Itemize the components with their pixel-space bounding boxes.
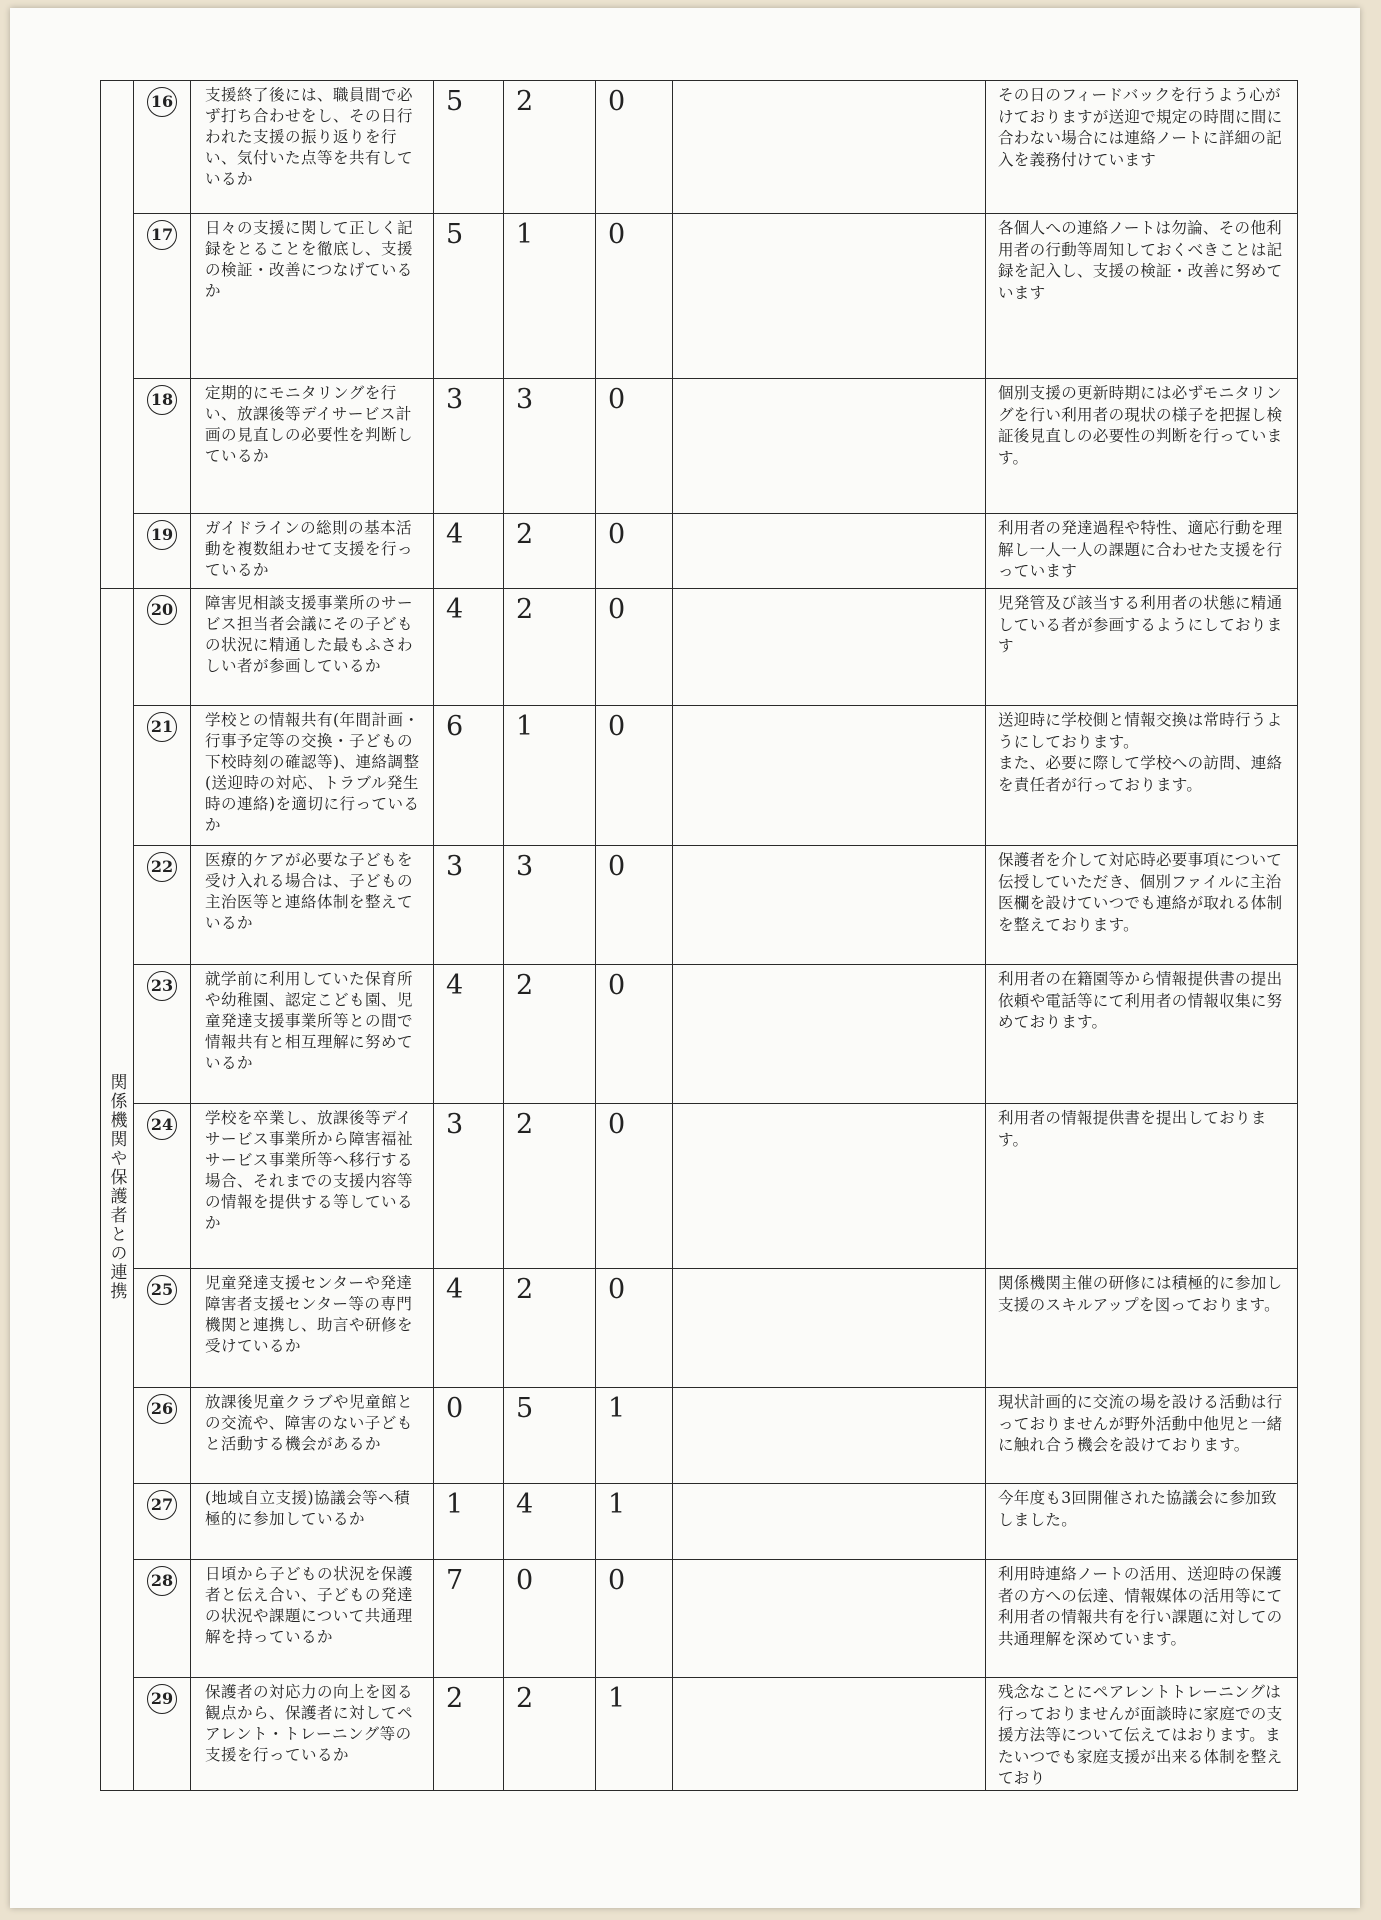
count-neither: 2 — [504, 965, 596, 1104]
table-row — [101, 1560, 1298, 1678]
count-yes: 1 — [434, 1484, 504, 1560]
count-neither: 2 — [504, 81, 596, 214]
count-yes: 5 — [434, 81, 504, 214]
count-no: 0 — [596, 1560, 673, 1678]
document-sheet — [10, 8, 1360, 1908]
count-yes: 4 — [434, 589, 504, 706]
item-number: 16 — [147, 87, 177, 117]
count-no: 0 — [596, 379, 673, 514]
count-no: 0 — [596, 846, 673, 965]
count-neither: 2 — [504, 1269, 596, 1388]
item-number-cell — [134, 1104, 191, 1269]
improvement-cell — [673, 514, 986, 589]
table-row — [101, 1484, 1298, 1560]
item-number-cell — [134, 214, 191, 379]
question-text: 支援終了後には、職員間で必ず打ち合わせをし、その日行われた支援の振り返りを行い、気付いた点等を共有しているか — [191, 81, 434, 214]
count-yes: 4 — [434, 514, 504, 589]
count-no: 0 — [596, 514, 673, 589]
table-row — [101, 81, 1298, 214]
question-text: 学校を卒業し、放課後等デイサービス事業所から障害福祉サービス事業所等へ移行する場合、それまでの支援内容等の情報を提供する等しているか — [191, 1104, 434, 1269]
count-no: 0 — [596, 589, 673, 706]
count-no: 0 — [596, 81, 673, 214]
action-note: 保護者を介して対応時必要事項について伝授していただき、個別ファイルに主治医欄を設けていつでも連絡が取れる体制を整えております。 — [986, 846, 1298, 965]
item-number-cell — [134, 965, 191, 1104]
category-label: 関係機関や保護者との連携 — [106, 1073, 127, 1302]
item-number: 24 — [147, 1110, 177, 1140]
count-no: 0 — [596, 214, 673, 379]
item-number: 18 — [147, 385, 177, 415]
item-number: 17 — [147, 220, 177, 250]
action-note: 利用者の発達過程や特性、適応行動を理解し一人一人の課題に合わせた支援を行っています — [986, 514, 1298, 589]
self-evaluation-table — [100, 80, 1298, 1791]
count-no: 0 — [596, 706, 673, 846]
item-number: 27 — [147, 1490, 177, 1520]
table-row — [101, 706, 1298, 846]
item-number-cell — [134, 589, 191, 706]
count-no: 0 — [596, 965, 673, 1104]
improvement-cell — [673, 1484, 986, 1560]
count-neither: 3 — [504, 379, 596, 514]
action-note: 児発管及び該当する利用者の状態に精通している者が参画するようにしております — [986, 589, 1298, 706]
item-number-cell — [134, 1269, 191, 1388]
item-number: 19 — [147, 520, 177, 550]
table-row — [101, 1678, 1298, 1791]
table-row — [101, 1104, 1298, 1269]
count-neither: 5 — [504, 1388, 596, 1484]
count-yes: 0 — [434, 1388, 504, 1484]
action-note: 残念なことにペアレントトレーニングは行っておりませんが面談時に家庭での支援方法等について伝えてはおります。またいつでも家庭支援が出来る体制を整えており — [986, 1678, 1298, 1791]
item-number-cell — [134, 379, 191, 514]
improvement-cell — [673, 1269, 986, 1388]
action-note: 今年度も3回開催された協議会に参加致しました。 — [986, 1484, 1298, 1560]
count-yes: 2 — [434, 1678, 504, 1791]
category-cell-previous — [101, 81, 134, 589]
item-number-cell — [134, 81, 191, 214]
count-no: 0 — [596, 1104, 673, 1269]
question-text: (地域自立支援)協議会等へ積極的に参加しているか — [191, 1484, 434, 1560]
table-body — [101, 81, 1298, 1791]
item-number: 29 — [147, 1684, 177, 1714]
item-number-cell — [134, 1388, 191, 1484]
item-number: 23 — [147, 971, 177, 1001]
question-text: 放課後児童クラブや児童館との交流や、障害のない子どもと活動する機会があるか — [191, 1388, 434, 1484]
item-number-cell — [134, 514, 191, 589]
item-number: 26 — [147, 1394, 177, 1424]
action-note: 各個人への連絡ノートは勿論、その他利用者の行動等周知しておくべきことは記録を記入し、支援の検証・改善に努めています — [986, 214, 1298, 379]
improvement-cell — [673, 1678, 986, 1791]
count-neither: 1 — [504, 706, 596, 846]
item-number-cell — [134, 846, 191, 965]
improvement-cell — [673, 1388, 986, 1484]
count-yes: 4 — [434, 1269, 504, 1388]
question-text: 日頃から子どもの状況を保護者と伝え合い、子どもの発達の状況や課題について共通理解を持っているか — [191, 1560, 434, 1678]
improvement-cell — [673, 589, 986, 706]
action-note: 関係機関主催の研修には積極的に参加し支援のスキルアップを図っております。 — [986, 1269, 1298, 1388]
count-neither: 2 — [504, 514, 596, 589]
improvement-cell — [673, 965, 986, 1104]
count-neither: 4 — [504, 1484, 596, 1560]
table-row — [101, 965, 1298, 1104]
item-number-cell — [134, 706, 191, 846]
count-no: 1 — [596, 1678, 673, 1791]
count-neither: 2 — [504, 589, 596, 706]
count-neither: 2 — [504, 1678, 596, 1791]
count-no: 1 — [596, 1484, 673, 1560]
item-number-cell — [134, 1678, 191, 1791]
item-number: 25 — [147, 1275, 177, 1305]
count-yes: 3 — [434, 1104, 504, 1269]
item-number: 22 — [147, 852, 177, 882]
category-cell — [101, 589, 134, 1791]
question-text: 学校との情報共有(年間計画・行事予定等の交換・子どもの下校時刻の確認等)、連絡調整(送迎時の対応、トラブル発生時の連絡)を適切に行っているか — [191, 706, 434, 846]
question-text: 日々の支援に関して正しく記録をとることを徹底し、支援の検証・改善につなげているか — [191, 214, 434, 379]
table-row — [101, 379, 1298, 514]
improvement-cell — [673, 846, 986, 965]
question-text: 定期的にモニタリングを行い、放課後等デイサービス計画の見直しの必要性を判断しているか — [191, 379, 434, 514]
item-number: 21 — [147, 712, 177, 742]
question-text: 医療的ケアが必要な子どもを受け入れる場合は、子どもの主治医等と連絡体制を整えているか — [191, 846, 434, 965]
count-yes: 4 — [434, 965, 504, 1104]
count-yes: 3 — [434, 846, 504, 965]
count-no: 1 — [596, 1388, 673, 1484]
count-yes: 7 — [434, 1560, 504, 1678]
table-row — [101, 1388, 1298, 1484]
table-row — [101, 589, 1298, 706]
action-note: 個別支援の更新時期には必ずモニタリングを行い利用者の現状の様子を把握し検証後見直しの必要性の判断を行っています。 — [986, 379, 1298, 514]
improvement-cell — [673, 1560, 986, 1678]
item-number: 28 — [147, 1566, 177, 1596]
table-row — [101, 514, 1298, 589]
improvement-cell — [673, 214, 986, 379]
question-text: 児童発達支援センターや発達障害者支援センター等の専門機関と連携し、助言や研修を受けているか — [191, 1269, 434, 1388]
action-note: 送迎時に学校側と情報交換は常時行うようにしております。 また、必要に際して学校への訪問、連絡を責任者が行っております。 — [986, 706, 1298, 846]
item-number: 20 — [147, 595, 177, 625]
action-note: 利用時連絡ノートの活用、送迎時の保護者の方への伝達、情報媒体の活用等にて利用者の情報共有を行い課題に対しての共通理解を深めています。 — [986, 1560, 1298, 1678]
table-row — [101, 846, 1298, 965]
improvement-cell — [673, 706, 986, 846]
question-text: 就学前に利用していた保育所や幼稚園、認定こども園、児童発達支援事業所等との間で情報共有と相互理解に努めているか — [191, 965, 434, 1104]
count-yes: 3 — [434, 379, 504, 514]
item-number-cell — [134, 1560, 191, 1678]
action-note: 現状計画的に交流の場を設ける活動は行っておりませんが野外活動中他児と一緒に触れ合う機会を設けております。 — [986, 1388, 1298, 1484]
question-text: 障害児相談支援事業所のサービス担当者会議にその子どもの状況に精通した最もふさわしい者が参画しているか — [191, 589, 434, 706]
count-neither: 0 — [504, 1560, 596, 1678]
action-note: その日のフィードバックを行うよう心がけておりますが送迎で規定の時間に間に合わない場合には連絡ノートに詳細の記入を義務付けています — [986, 81, 1298, 214]
count-neither: 3 — [504, 846, 596, 965]
improvement-cell — [673, 379, 986, 514]
question-text: 保護者の対応力の向上を図る観点から、保護者に対してペアレント・トレーニング等の支援を行っているか — [191, 1678, 434, 1791]
count-yes: 6 — [434, 706, 504, 846]
item-number-cell — [134, 1484, 191, 1560]
question-text: ガイドラインの総則の基本活動を複数組わせて支援を行っているか — [191, 514, 434, 589]
action-note: 利用者の在籍園等から情報提供書の提出依頼や電話等にて利用者の情報収集に努めております。 — [986, 965, 1298, 1104]
improvement-cell — [673, 81, 986, 214]
count-yes: 5 — [434, 214, 504, 379]
count-neither: 2 — [504, 1104, 596, 1269]
count-no: 0 — [596, 1269, 673, 1388]
table-row — [101, 1269, 1298, 1388]
count-neither: 1 — [504, 214, 596, 379]
action-note: 利用者の情報提供書を提出しております。 — [986, 1104, 1298, 1269]
improvement-cell — [673, 1104, 986, 1269]
table-row — [101, 214, 1298, 379]
